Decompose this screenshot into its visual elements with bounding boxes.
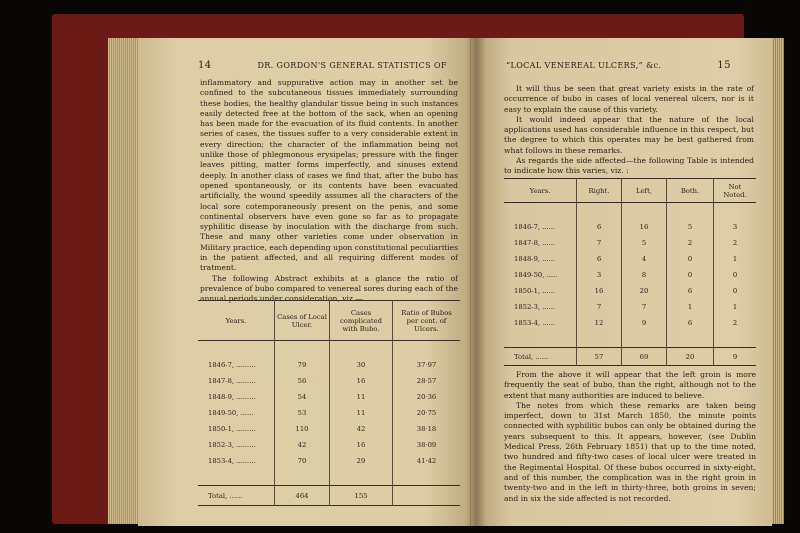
total-row: [198, 486, 460, 506]
cell: 6: [667, 283, 714, 299]
col-header: Years.: [529, 186, 551, 195]
cell: 16: [622, 219, 667, 235]
left-body-text: [200, 78, 458, 305]
cell: 38·18: [393, 421, 461, 437]
side-affected-table: [504, 178, 756, 366]
open-book: [52, 14, 756, 524]
cell: 8: [622, 267, 667, 283]
right-closing-text: [504, 370, 756, 504]
cell: 110: [275, 421, 330, 437]
left-page: [138, 38, 476, 526]
cell: 1853-4, ......: [514, 319, 556, 327]
cell: 9: [714, 348, 757, 366]
cell: 1852-3, ......: [514, 303, 556, 311]
table-row: [198, 421, 460, 437]
cell: 16: [330, 437, 393, 453]
cell: 1847-8, .........: [208, 377, 256, 385]
paragraph: inflammatory and suppurative action may in another set be confined to the subcutaneous tissues immediately surrounding these bodies, the healthy glandular tissue being in such instances easily detected free at the bottom of the sack, when an opening has been made for the evacuation of its fluid contents. In another series of cases, the tissues suffer to a very considerable extent in every direction; the character of the inflammation being not unlike those of phlegmonous erysipelas; pressure with the finger leaves pitting, matter forms imperfectly, and sinuses extend deeply. In another class of cases we find that, after the bubo has opened spontaneously, or its contents have been evacuated artificially, the wound speedily assumes all the characters of the local sore cotemporaneously present on the penis, and some continental observers have even gone so far as to propagate syphilitic disease by inoculation with the discharge from such. These and many other varieties come under observation in Military practice, each depending upon constitutional peculiarities in the patient affected, and all requiring different modes of tratment.: [200, 78, 458, 273]
col-header: Both.: [667, 179, 714, 203]
table-row: [504, 219, 756, 235]
cell: 1849-50, ......: [208, 409, 254, 417]
cell: 42: [330, 421, 393, 437]
cell: 155: [330, 486, 393, 506]
cell: 57: [577, 348, 622, 366]
cell: 1850-1, .........: [208, 425, 256, 433]
cell: 0: [667, 267, 714, 283]
cell: 1: [714, 299, 757, 315]
table-row: [504, 251, 756, 267]
cell: 38·09: [393, 437, 461, 453]
cell: [393, 486, 461, 506]
table-row: [198, 357, 460, 373]
cell: 16: [577, 283, 622, 299]
cell: 1850-1, ......: [514, 287, 556, 295]
cell: 30: [330, 357, 393, 373]
paragraph: From the above it will appear that the left groin is more frequently the seat of bubo, than the right, although not to the extent that many authorities are induced to believe.: [504, 370, 756, 400]
cell: 0: [714, 283, 757, 299]
table-row: [198, 389, 460, 405]
cell: 7: [577, 235, 622, 251]
cell: 3: [577, 267, 622, 283]
col-header: Cases of Local Ulcer.: [275, 301, 330, 341]
col-header: Left,: [622, 179, 667, 203]
cell: 1846-7, ......: [514, 223, 556, 231]
total-row: [504, 348, 756, 366]
cell: 1848-9, .........: [208, 393, 256, 401]
col-header: Ratio of Bubos per cent. of Ulcers.: [393, 301, 461, 341]
cell: 42: [275, 437, 330, 453]
cell: 1846-7, .........: [208, 361, 256, 369]
cell: 29: [330, 453, 393, 469]
spine-fold: [470, 38, 471, 526]
cell: 2: [714, 235, 757, 251]
cell: 1848-9, ......: [514, 255, 556, 263]
cell: 20·75: [393, 405, 461, 421]
cell: 1852-3, .........: [208, 441, 256, 449]
cell: 3: [714, 219, 757, 235]
cell: 0: [667, 251, 714, 267]
cell: 5: [667, 219, 714, 235]
cell: 41·42: [393, 453, 461, 469]
cell: 6: [667, 315, 714, 331]
paragraph: It would indeed appear that the nature of the local applications used has considerable influence in this respect, but the degree to which this operates may be best gathered from what follows in these remarks.: [504, 114, 754, 155]
table-row: [198, 437, 460, 453]
cell: 20: [667, 348, 714, 366]
cell: 0: [714, 267, 757, 283]
col-header: Cases complicated with Bubo.: [330, 301, 393, 341]
page-edges-right: [770, 38, 784, 524]
cell: 16: [330, 373, 393, 389]
cell: 1849-50, .....: [514, 271, 558, 279]
paragraph: The notes from which these remarks are taken being imperfect, down to 31st March 1850, the minute points connected with syphilitic bubos can only be obtained during the years subsequent to this. It appears, however, (see Dublin Medical Press, 26th February 1851) that up to the time noted, two hundred and fifty-two cases of local ulcer were treated in the Regimental Hospital. Of these bubos occurred in sixty-eight, and of this number, the complication was in the right groin in twenty-two and in the left in thirty-three, both groins in seven; and in six the side affected is not recorded.: [504, 400, 756, 503]
cell: 11: [330, 389, 393, 405]
cell: 9: [622, 315, 667, 331]
bubo-ratio-table: [198, 300, 460, 506]
cell: 79: [275, 357, 330, 373]
cell: 20·36: [393, 389, 461, 405]
right-page-number: 15: [717, 60, 731, 71]
cell: 5: [622, 235, 667, 251]
cell: 2: [667, 235, 714, 251]
cell: 12: [577, 315, 622, 331]
cell: 464: [275, 486, 330, 506]
table-row: [198, 373, 460, 389]
cell: Total, ......: [208, 491, 243, 500]
table-row: [504, 267, 756, 283]
cell: 6: [577, 251, 622, 267]
col-header: Years.: [225, 316, 247, 325]
cell: 1: [714, 251, 757, 267]
left-running-head: [198, 60, 447, 71]
right-running-head: [506, 60, 731, 71]
table-row: [504, 283, 756, 299]
table-row: [504, 299, 756, 315]
cell: 7: [622, 299, 667, 315]
paragraph: The following Abstract exhibits at a glance the ratio of prevalence of bubo compared to venereal sores during each of the annual periods under consideration, viz.—: [200, 273, 458, 304]
cell: Total, ......: [514, 352, 549, 361]
left-page-number: 14: [198, 60, 212, 71]
paragraph: It will thus be seen that great variety exists in the rate of occurrence of bubo in cases of local venereal ulcers, nor is it easy to explain the cause of this variety.: [504, 84, 754, 114]
paragraph: As regards the side affected—the following Table is intended to indicate how this varies, viz. :: [504, 156, 754, 176]
table-row: [504, 315, 756, 331]
book-gutter: [466, 38, 486, 526]
table-row: [198, 453, 460, 469]
col-header: Not Noted.: [714, 179, 757, 203]
right-page: [476, 38, 772, 526]
page-edges-left: [108, 38, 138, 524]
cell: 4: [622, 251, 667, 267]
cell: 11: [330, 405, 393, 421]
right-intro-text: [504, 84, 754, 177]
cell: 70: [275, 453, 330, 469]
cell: 69: [622, 348, 667, 366]
table-row: [198, 405, 460, 421]
cell: 1847-8, ......: [514, 239, 556, 247]
cell: 6: [577, 219, 622, 235]
cell: 7: [577, 299, 622, 315]
left-running-title: DR. GORDON'S GENERAL STATISTICS OF: [257, 61, 447, 70]
col-header: Right.: [577, 179, 622, 203]
cell: 53: [275, 405, 330, 421]
cell: 1853-4, .........: [208, 457, 256, 465]
cell: 37·97: [393, 357, 461, 373]
cell: 1: [667, 299, 714, 315]
cell: 2: [714, 315, 757, 331]
cell: 56: [275, 373, 330, 389]
right-running-title: “LOCAL VENEREAL ULCERS,” &c.: [506, 61, 662, 70]
cell: 54: [275, 389, 330, 405]
table-row: [504, 235, 756, 251]
cell: 20: [622, 283, 667, 299]
cell: 28·57: [393, 373, 461, 389]
